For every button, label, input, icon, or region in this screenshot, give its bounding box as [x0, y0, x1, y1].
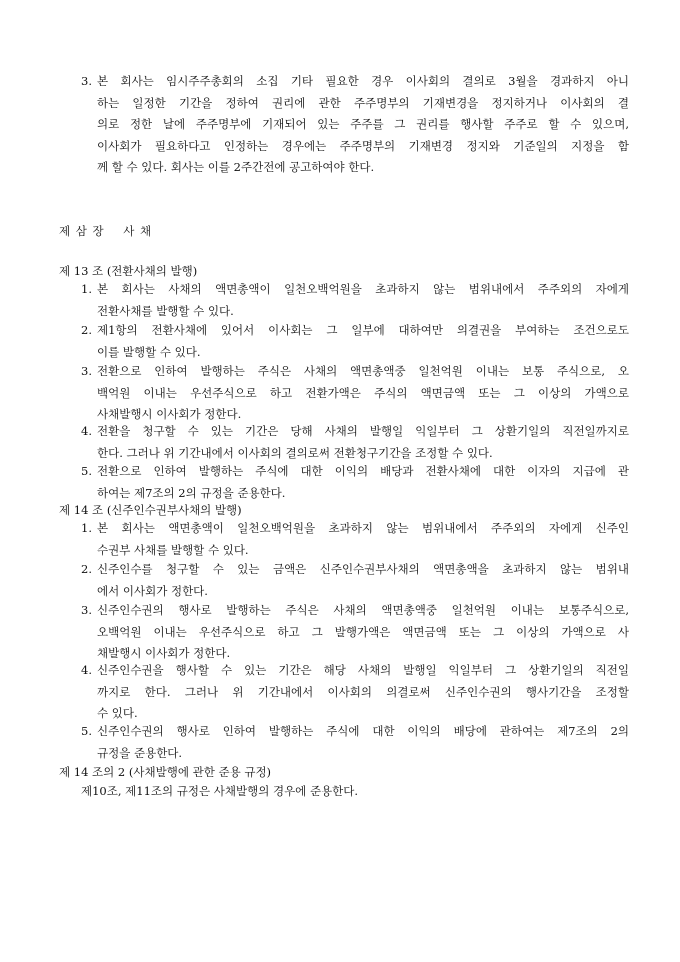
text-line: 신주인수를 청구할 수 있는 금액은 신주인수권부사채의 액면총액을 초과하지 않는 범위내	[97, 562, 629, 576]
item-number: 1.	[81, 282, 92, 296]
text-line: 신주인수권을 행사할 수 있는 기간은 해당 사채의 발행일 익일부터 그 상환기일의 직전일	[97, 663, 629, 677]
text-line: 사채발행시 이사회가 정한다.	[97, 407, 242, 421]
text-line: 본 회사는 사채의 액면총액이 일천오백억원을 초과하지 않는 범위내에서 주주외의 자에게	[97, 282, 629, 296]
article-13-item-1	[81, 279, 629, 322]
text-line: 백억원 이내는 우선주식으로 하고 전환가액은 주식의 액면금액 또는 그 이상의 가액으로	[97, 385, 629, 400]
item-number: 4.	[81, 424, 92, 438]
article-14-item-5	[81, 721, 629, 764]
article-13-item-3	[81, 361, 629, 426]
article-13-item-5	[81, 461, 629, 504]
article-14-2-body: 제10조, 제11조의 규정은 사채발행의 경우에 준용한다.	[81, 784, 359, 798]
text-line: 의로 정한 날에 주주명부에 기재되어 있는 주주를 그 권리를 행사할 주주로 할 수 있으며,	[97, 117, 629, 131]
text-line: 전환으로 인하여 발행하는 주식에 대한 이익의 배당과 전환사채에 대한 이자의 지급에 관	[97, 464, 629, 478]
text-line: 수 있다.	[97, 706, 138, 720]
article-13-item-2	[81, 320, 629, 363]
text-line: 수권부 사채를 발행할 수 있다.	[97, 542, 249, 557]
article-13-item-4	[81, 421, 629, 464]
article-13-heading: 제 13 조 (전환사채의 발행)	[59, 264, 198, 278]
item-number: 2.	[81, 562, 92, 576]
item-number: 3.	[81, 603, 92, 617]
text-line: 에서 이사회가 정한다.	[97, 583, 208, 598]
item-number: 4.	[81, 663, 92, 677]
text-line: 전환사채를 발행할 수 있다.	[97, 303, 234, 318]
article-14-item-4	[81, 660, 629, 725]
text-line: 이를 발행할 수 있다.	[97, 344, 201, 359]
item-number: 1.	[81, 521, 92, 535]
item-number: 5.	[81, 464, 92, 478]
text-line: 께 할 수 있다. 회사는 이를 2주간전에 공고하여야 한다.	[97, 160, 375, 174]
article-14-item-3	[81, 600, 629, 665]
text-line: 하는 일정한 기간을 정하여 권리에 관한 주주명부의 기재변경을 정지하거나 이사회의 결	[97, 95, 629, 110]
text-line: 제1항의 전환사채에 있어서 이사회는 그 일부에 대하여만 의결권을 부여하는 조건으로도	[97, 323, 629, 337]
text-line: 본 회사는 액면총액이 일천오백억원을 초과하지 않는 범위내에서 주주외의 자에게 신주인	[97, 521, 629, 535]
text-line: 규정을 준용한다.	[97, 745, 183, 760]
item-number: 3.	[81, 74, 92, 88]
text-line: 채발행시 이사회가 정한다.	[97, 646, 231, 660]
text-line: 전환으로 인하여 발행하는 주식은 사채의 액면총액중 일천억원 이내는 보통 주식으로, 오	[97, 364, 629, 378]
text-line: 본 회사는 임시주주총회의 소집 기타 필요한 경우 이사회의 결의로 3월을 경과하지 아니	[97, 74, 629, 88]
text-line: 이사회가 필요하다고 인정하는 경우에는 주주명부의 기재변경 정지와 기준일의 지정을 함	[97, 138, 629, 153]
chapter-heading: 제 삼 장 사 채	[59, 224, 153, 238]
article-14-2-heading: 제 14 조의 2 (사채발행에 관한 준용 규정)	[59, 765, 272, 779]
item-number: 3.	[81, 364, 92, 378]
article-14-item-1	[81, 518, 629, 561]
article-12-item-3	[81, 71, 629, 179]
text-line: 신주인수권의 행사로 인하여 발행하는 주식에 대한 이익의 배당에 관하여는 제7조의 2의	[97, 724, 629, 738]
text-line: 까지로 한다. 그러나 위 기간내에서 이사회의 의결로써 신주인수권의 행사기간을 조정할	[97, 684, 629, 699]
item-number: 2.	[81, 323, 92, 337]
text-line: 신주인수권의 행사로 발행하는 주식은 사채의 액면총액중 일천억원 이내는 보통주식으로,	[97, 603, 629, 617]
text-line: 한다. 그러나 위 기간내에서 이사회의 결의로써 전환청구기간을 조정할 수 있다.	[97, 445, 493, 460]
article-14-item-2	[81, 559, 629, 602]
text-line: 전환을 청구할 수 있는 기간은 당해 사채의 발행일 익일부터 그 상환기일의 직전일까지로	[97, 424, 629, 438]
text-line: 하여는 제7조의 2의 규정을 준용한다.	[97, 485, 286, 500]
text-line: 오백억원 이내는 우선주식으로 하고 그 발행가액은 액면금액 또는 그 이상의 가액으로 사	[97, 624, 629, 639]
article-14-heading: 제 14 조 (신주인수권부사채의 발행)	[59, 503, 242, 517]
item-number: 5.	[81, 724, 92, 738]
